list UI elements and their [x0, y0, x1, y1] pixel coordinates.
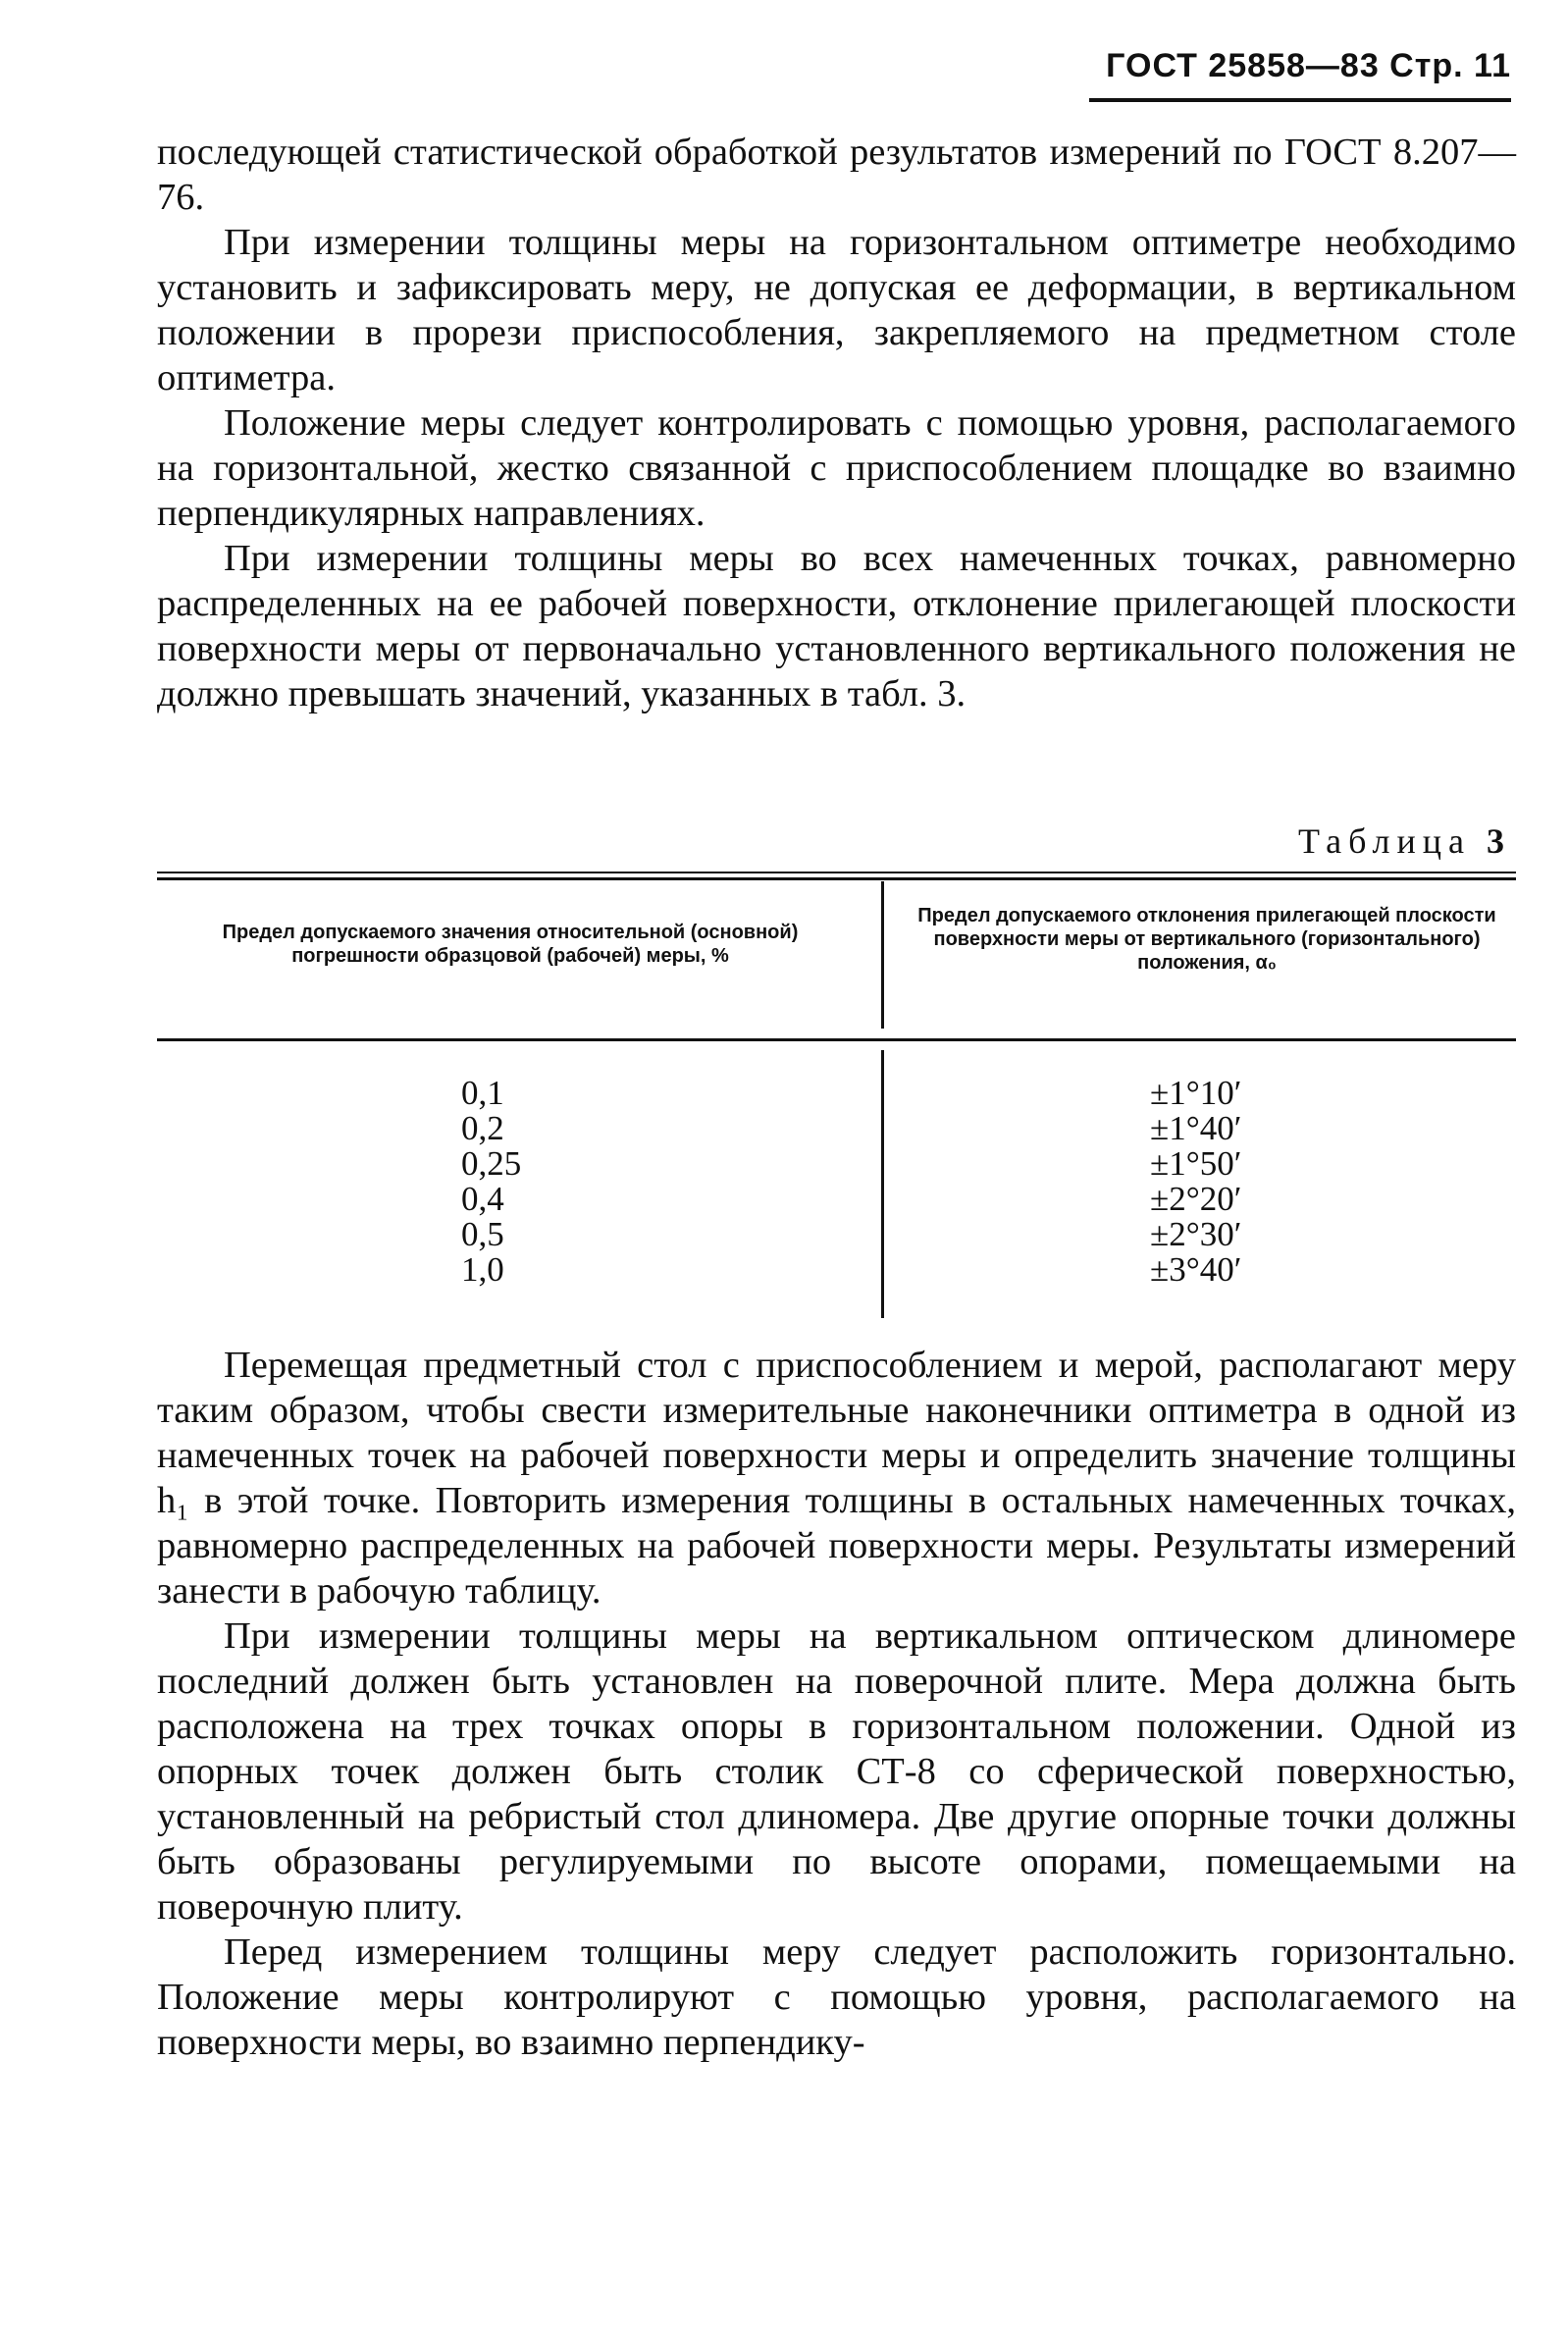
table-caption-word: Таблица — [1298, 821, 1471, 861]
col1-values — [461, 1076, 521, 1288]
col1-cell: 1,0 — [461, 1250, 504, 1289]
header-rule — [1089, 98, 1511, 102]
text-block-before-table — [157, 130, 1516, 716]
col2-cell: ±3°40′ — [1150, 1250, 1242, 1289]
running-header: ГОСТ 25858—83 Стр. 11 — [1106, 47, 1511, 84]
col1-cell: 0,2 — [461, 1109, 504, 1147]
table-top-rule-double — [157, 877, 1516, 880]
col1-cell: 0,4 — [461, 1180, 504, 1218]
body-column-divider — [881, 1050, 884, 1318]
col1-cell: 0,25 — [461, 1144, 522, 1183]
table-3 — [157, 872, 1516, 1318]
text-block-after-table — [157, 1343, 1516, 2065]
paragraph-2: При измерении толщины меры на горизонтальном оптиметре необходимо установить и зафиксировать меру, не допуская ее деформации, в вертикальном положении в прорези приспособления, закрепляемого на предметном столе оптиметра. — [157, 222, 1516, 398]
col1-cell: 0,5 — [461, 1215, 504, 1253]
paragraph-5: Перемещая предметный стол с приспособлением и мерой, располагают меру таким образом, чтобы свести измерительные наконечники оптиметра в одной из намеченных точек на рабочей поверхности меры и определить значение толщины h₁ в этой точке. Повторить измерения толщины в остальных намеченных точках, равномерно распределенных на рабочей поверхности меры. Результаты измерений занести в рабочую таблицу. — [157, 1345, 1516, 1612]
col2-values — [1150, 1076, 1241, 1288]
col2-header: Предел допускаемого отклонения прилегающей плоскости поверхности меры от вертикального (горизонтального) положения, α₀ — [917, 905, 1496, 974]
col2-cell: ±2°20′ — [1150, 1180, 1242, 1218]
col2-cell: ±1°50′ — [1150, 1144, 1242, 1183]
header-bottom-rule — [157, 1038, 1516, 1041]
col1-header: Предел допускаемого значения относительной (основной) погрешности образцовой (рабочей) меры, % — [222, 922, 799, 967]
paragraph-4: При измерении толщины меры во всех намеченных точках, равномерно распределенных на ее рабочей поверхности, отклонение прилегающей плоскости поверхности меры от первоначально установленного вертикального положения не должно превышать значений, указанных в табл. 3. — [157, 538, 1516, 714]
table-caption-number: 3 — [1487, 821, 1511, 861]
paragraph-7: Перед измерением толщины меру следует расположить горизонтально. Положение меры контролируют с помощью уровня, располагаемого на поверхности меры, во взаимно перпендику- — [157, 1931, 1516, 2063]
table-top-rule — [157, 872, 1516, 873]
table-caption — [1298, 820, 1511, 862]
col2-cell: ±1°40′ — [1150, 1109, 1242, 1147]
col1-cell: 0,1 — [461, 1074, 504, 1112]
col2-cell: ±2°30′ — [1150, 1215, 1242, 1253]
paragraph-1: последующей статистической обработкой результатов измерений по ГОСТ 8.207—76. — [157, 132, 1516, 218]
header-column-divider — [881, 881, 884, 1029]
col2-cell: ±1°10′ — [1150, 1074, 1242, 1112]
paragraph-6: При измерении толщины меры на вертикальном оптическом длиномере последний должен быть установлен на поверочной плите. Мера должна быть расположена на трех точках опоры в горизонтальном положении. Одной из опорных точек должен быть столик СТ-8 со сферической поверхностью, установленный на ребристый стол длиномера. Две другие опорные точки должны быть образованы регулируемыми по высоте опорами, помещаемыми на поверочную плиту. — [157, 1615, 1516, 1928]
paragraph-3: Положение меры следует контролировать с помощью уровня, располагаемого на горизонтальной, жестко связанной с приспособлением площадке во взаимно перпендикулярных направлениях. — [157, 402, 1516, 534]
